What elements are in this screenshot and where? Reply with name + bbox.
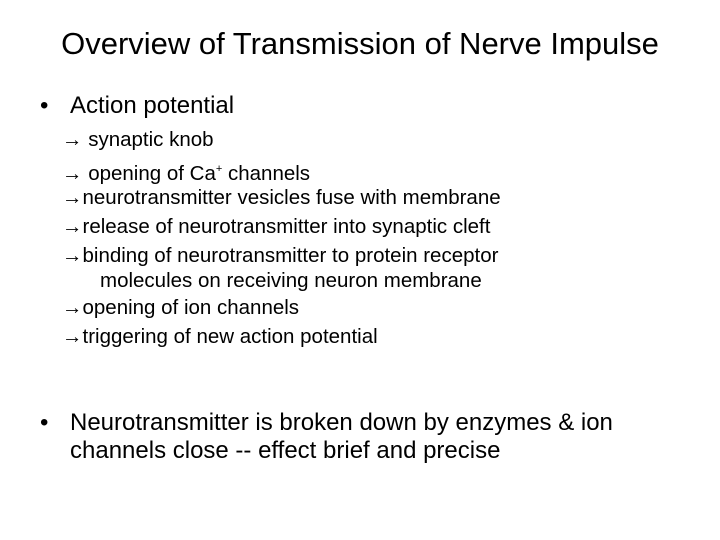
bullet-action-potential — [40, 92, 234, 120]
bullet-text: Action potential — [70, 92, 235, 119]
step-item — [62, 127, 702, 153]
step-text: synaptic knob — [82, 128, 214, 151]
slide-title: Overview of Transmission of Nerve Impulse — [61, 26, 659, 61]
arrow-icon: → — [62, 215, 83, 238]
step-text-cont: channels — [222, 162, 311, 185]
step-text: binding of neurotransmitter to protein receptor — [82, 244, 499, 267]
bullet-text: Neurotransmitter is broken down by enzymes & ion channels close -- effect brief and precise — [70, 409, 613, 464]
step-text: neurotransmitter vesicles fuse with membrane — [82, 186, 501, 209]
step-item — [62, 156, 702, 185]
step-item — [62, 295, 702, 321]
step-text: release of neurotransmitter into synaptic cleft — [82, 215, 491, 238]
step-text: opening of ion channels — [82, 296, 300, 319]
step-text: opening of Ca — [82, 162, 216, 185]
step-text-continuation: molecules on receiving neuron membrane — [100, 269, 482, 292]
superscript-plus: + — [215, 163, 223, 175]
step-text: triggering of new action potential — [82, 325, 378, 348]
bullet-dot: • — [40, 92, 49, 119]
step-item — [62, 324, 702, 350]
arrow-icon: → — [62, 186, 83, 209]
arrow-icon: → — [62, 162, 83, 185]
arrow-icon: → — [62, 296, 83, 319]
bullet-dot: • — [40, 409, 49, 436]
step-item — [62, 185, 702, 211]
step-item — [62, 243, 702, 292]
bullet-neurotransmitter-breakdown — [40, 409, 690, 465]
arrow-icon: → — [62, 244, 83, 267]
arrow-icon: → — [62, 128, 83, 151]
arrow-icon: → — [62, 325, 83, 348]
step-item — [62, 214, 702, 240]
transmission-steps-list — [62, 127, 702, 353]
